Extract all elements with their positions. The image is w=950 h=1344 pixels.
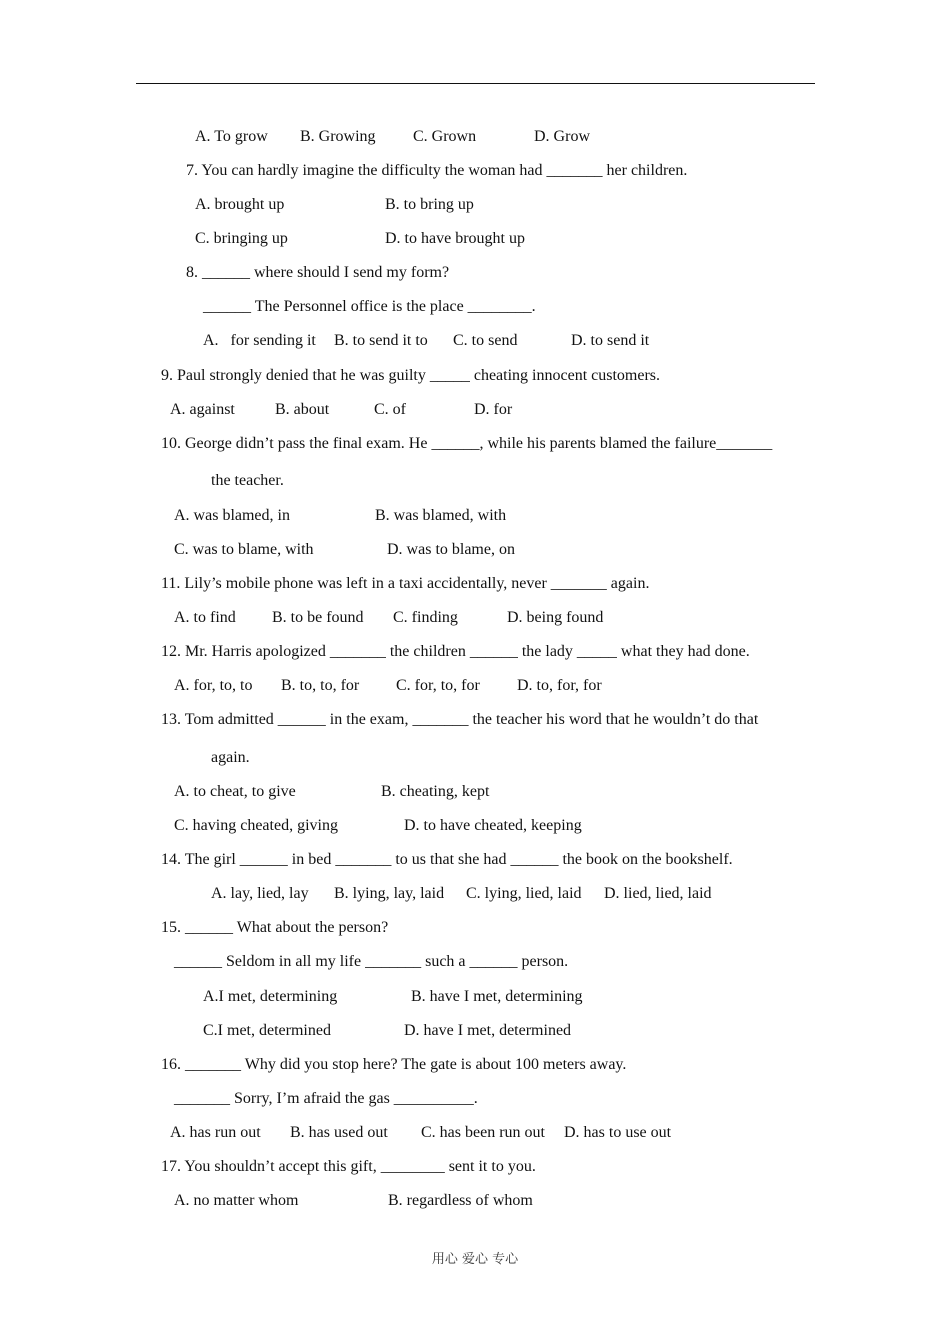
q7-option-a: A. brought up (195, 196, 285, 213)
q12-option-c: C. for, to, for (396, 677, 480, 694)
q7-option-c: C. bringing up (195, 230, 288, 247)
q16-option-c: C. has been run out (421, 1124, 545, 1141)
q14-option-d: D. lied, lied, laid (604, 885, 712, 902)
q10-option-c: C. was to blame, with (174, 541, 314, 558)
q10-option-a: A. was blamed, in (174, 507, 290, 524)
q10-option-d: D. was to blame, on (387, 541, 515, 558)
q14-stem: 14. The girl ______ in bed _______ to us that she had ______ the book on the bookshelf. (161, 851, 733, 868)
q15-line2: ______ Seldom in all my life _______ such a ______ person. (174, 953, 569, 970)
q17-stem: 17. You shouldn’t accept this gift, ________ sent it to you. (161, 1158, 536, 1175)
q9-option-c: C. of (374, 401, 406, 418)
q14-option-b: B. lying, lay, laid (334, 885, 445, 902)
q8-option-b: B. to send it to (334, 332, 428, 349)
q12-option-d: D. to, for, for (517, 677, 602, 694)
q17-option-a: A. no matter whom (174, 1192, 299, 1209)
q13-option-d: D. to have cheated, keeping (404, 817, 582, 834)
q11-option-a: A. to find (174, 609, 236, 626)
q16-line2: _______ Sorry, I’m afraid the gas __________. (174, 1090, 478, 1107)
q9-option-b: B. about (275, 401, 330, 418)
q15-option-b: B. have I met, determining (411, 988, 583, 1005)
header-rule (136, 83, 815, 84)
q9-option-a: A. against (170, 401, 235, 418)
q9-stem: 9. Paul strongly denied that he was guilty _____ cheating innocent customers. (161, 367, 661, 384)
q12-stem: 12. Mr. Harris apologized _______ the children ______ the lady _____ what they had done. (161, 643, 750, 660)
q15-option-c: C.I met, determined (203, 1022, 331, 1039)
q6-option-b: B. Growing (300, 128, 376, 145)
q11-option-d: D. being found (507, 609, 604, 626)
q8-option-c: C. to send (453, 332, 518, 349)
q13-stem-cont: again. (211, 749, 250, 766)
q10-stem-cont: the teacher. (211, 472, 284, 489)
q16-option-a: A. has run out (170, 1124, 261, 1141)
q10-option-b: B. was blamed, with (375, 507, 507, 524)
q11-option-c: C. finding (393, 609, 458, 626)
q13-stem: 13. Tom admitted ______ in the exam, _______ the teacher his word that he wouldn’t do that (161, 711, 759, 728)
q13-option-a: A. to cheat, to give (174, 783, 296, 800)
page-footer: 用心 爱心 专心 (431, 1252, 519, 1267)
q15-option-d: D. have I met, determined (404, 1022, 572, 1039)
q8-option-d: D. to send it (571, 332, 650, 349)
q12-option-b: B. to, to, for (281, 677, 360, 694)
q6-option-d: D. Grow (534, 128, 590, 145)
q13-option-b: B. cheating, kept (381, 783, 490, 800)
q15-option-a: A.I met, determining (203, 988, 338, 1005)
q8-stem: 8. ______ where should I send my form? (186, 264, 450, 281)
q16-option-d: D. has to use out (564, 1124, 672, 1141)
q16-option-b: B. has used out (290, 1124, 388, 1141)
q14-option-c: C. lying, lied, laid (466, 885, 582, 902)
q10-stem: 10. George didn’t pass the final exam. He ______, while his parents blamed the failure_______ (161, 435, 773, 452)
q6-option-a: A. To grow (195, 128, 268, 145)
q6-option-c: C. Grown (413, 128, 477, 145)
q11-option-b: B. to be found (272, 609, 364, 626)
q7-stem: 7. You can hardly imagine the difficulty the woman had _______ her children. (186, 162, 688, 179)
q17-option-b: B. regardless of whom (388, 1192, 533, 1209)
q14-option-a: A. lay, lied, lay (211, 885, 309, 902)
q12-option-a: A. for, to, to (174, 677, 253, 694)
q7-option-b: B. to bring up (385, 196, 474, 213)
q9-option-d: D. for (474, 401, 513, 418)
q16-stem: 16. _______ Why did you stop here? The gate is about 100 meters away. (161, 1056, 627, 1073)
q7-option-d: D. to have brought up (385, 230, 525, 247)
q8-line2: ______ The Personnel office is the place ________. (203, 298, 536, 315)
q13-option-c: C. having cheated, giving (174, 817, 338, 834)
q8-option-a: A. for sending it (203, 332, 316, 349)
q15-stem: 15. ______ What about the person? (161, 919, 389, 936)
q11-stem: 11. Lily’s mobile phone was left in a taxi accidentally, never _______ again. (161, 575, 650, 592)
